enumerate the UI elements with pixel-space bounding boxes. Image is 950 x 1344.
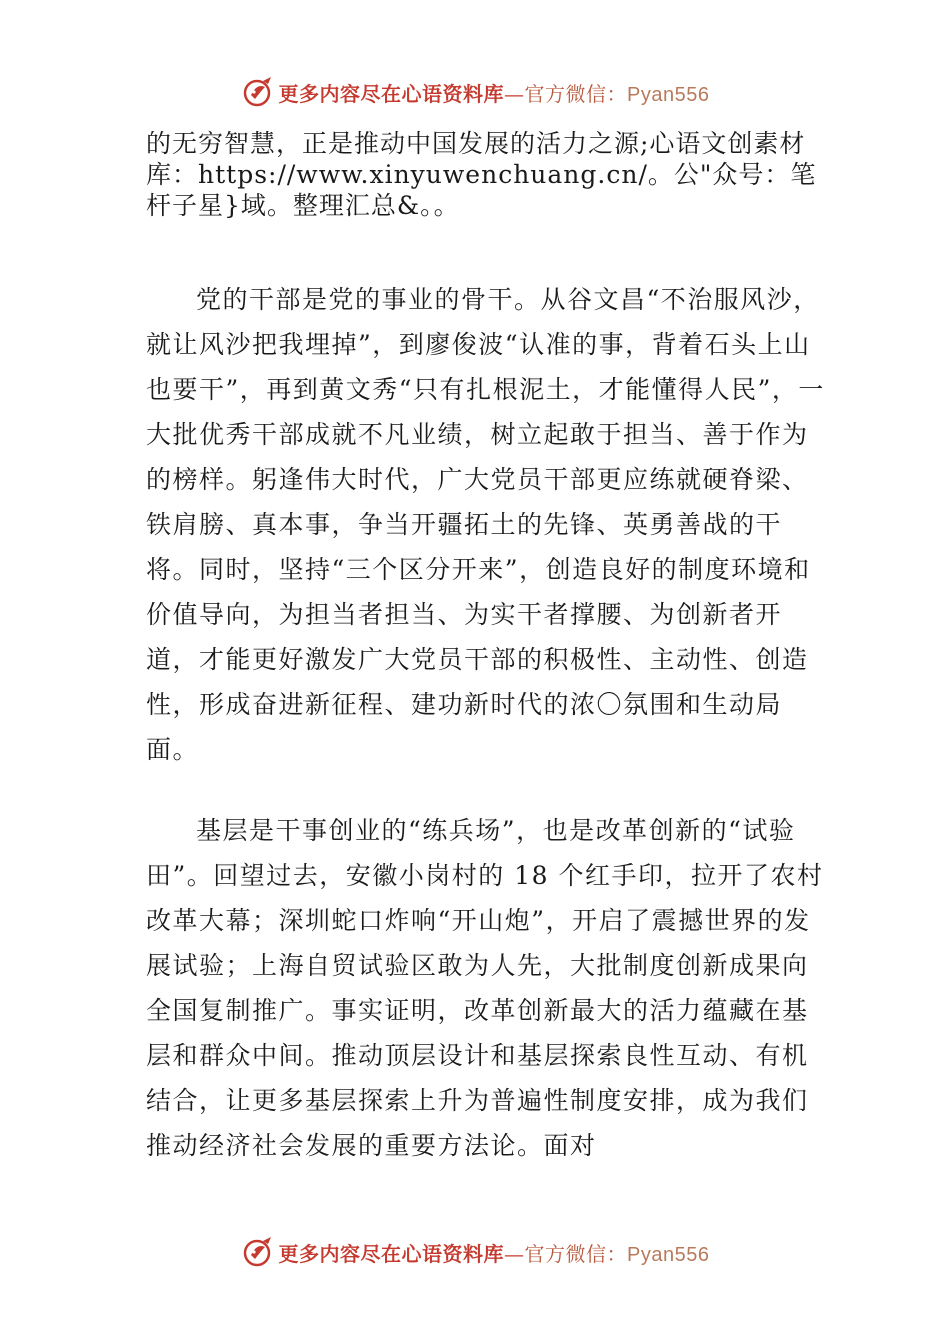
footer-banner xyxy=(0,1232,950,1272)
header-separator: — xyxy=(504,81,525,106)
intro-text: 的无穷智慧，正是推动中国发展的活力之源;心语文创素材库：https://www.xinyuwenchuang.cn/。公"众号：笔杆子星}域。整理汇总&。。 xyxy=(146,129,817,220)
header-banner-text xyxy=(279,78,710,107)
header-promo-text: 更多内容尽在心语资料库 xyxy=(278,81,505,106)
footer-banner-text xyxy=(279,1238,710,1267)
footer-promo-text: 更多内容尽在心语资料库 xyxy=(278,1241,505,1266)
footer-wechat-id: Pyan556 xyxy=(627,1243,710,1266)
header-wechat-label: 官方微信： xyxy=(524,81,628,106)
brand-logo-icon xyxy=(241,1235,275,1269)
header-banner xyxy=(0,72,950,112)
paragraph-grassroots: 基层是干事创业的“练兵场”，也是改革创新的“试验田”。回望过去，安徽小岗村的 18 个红手印，拉开了农村改革大幕；深圳蛇口炸响“开山炮”，开启了震撼世界的发展试验；上海自贸试验区敢为人先，大批制度创新成果向全国复制推广。事实证明，改革创新最大的活力蕴藏在基层和群众中间。推动顶层设计和基层探索良性互动、有机结合，让更多基层探索上升为普遍性制度安排，成为我们推动经济社会发展的重要方法论。面对 xyxy=(146,816,824,1160)
footer-wechat-label: 官方微信： xyxy=(524,1241,628,1266)
brand-logo-icon xyxy=(241,75,275,109)
footer-separator: — xyxy=(504,1241,525,1266)
paragraph-cadres: 党的干部是党的事业的骨干。从谷文昌“不治服风沙，就让风沙把我埋掉”，到廖俊波“认准的事，背着石头上山也要干”，再到黄文秀“只有扎根泥土，才能懂得人民”，一大批优秀干部成就不凡业绩，树立起敢于担当、善于作为的榜样。躬逢伟大时代，广大党员干部更应练就硬脊梁、铁肩膀、真本事，争当开疆拓土的先锋、英勇善战的干将。同时，坚持“三个区分开来”，创造良好的制度环境和价值导向，为担当者担当、为实干者撑腰、为创新者开道，才能更好激发广大党员干部的积极性、主动性、创造性，形成奋进新征程、建功新时代的浓〇氛围和生动局面。 xyxy=(146,285,825,764)
header-wechat-id: Pyan556 xyxy=(627,83,710,106)
